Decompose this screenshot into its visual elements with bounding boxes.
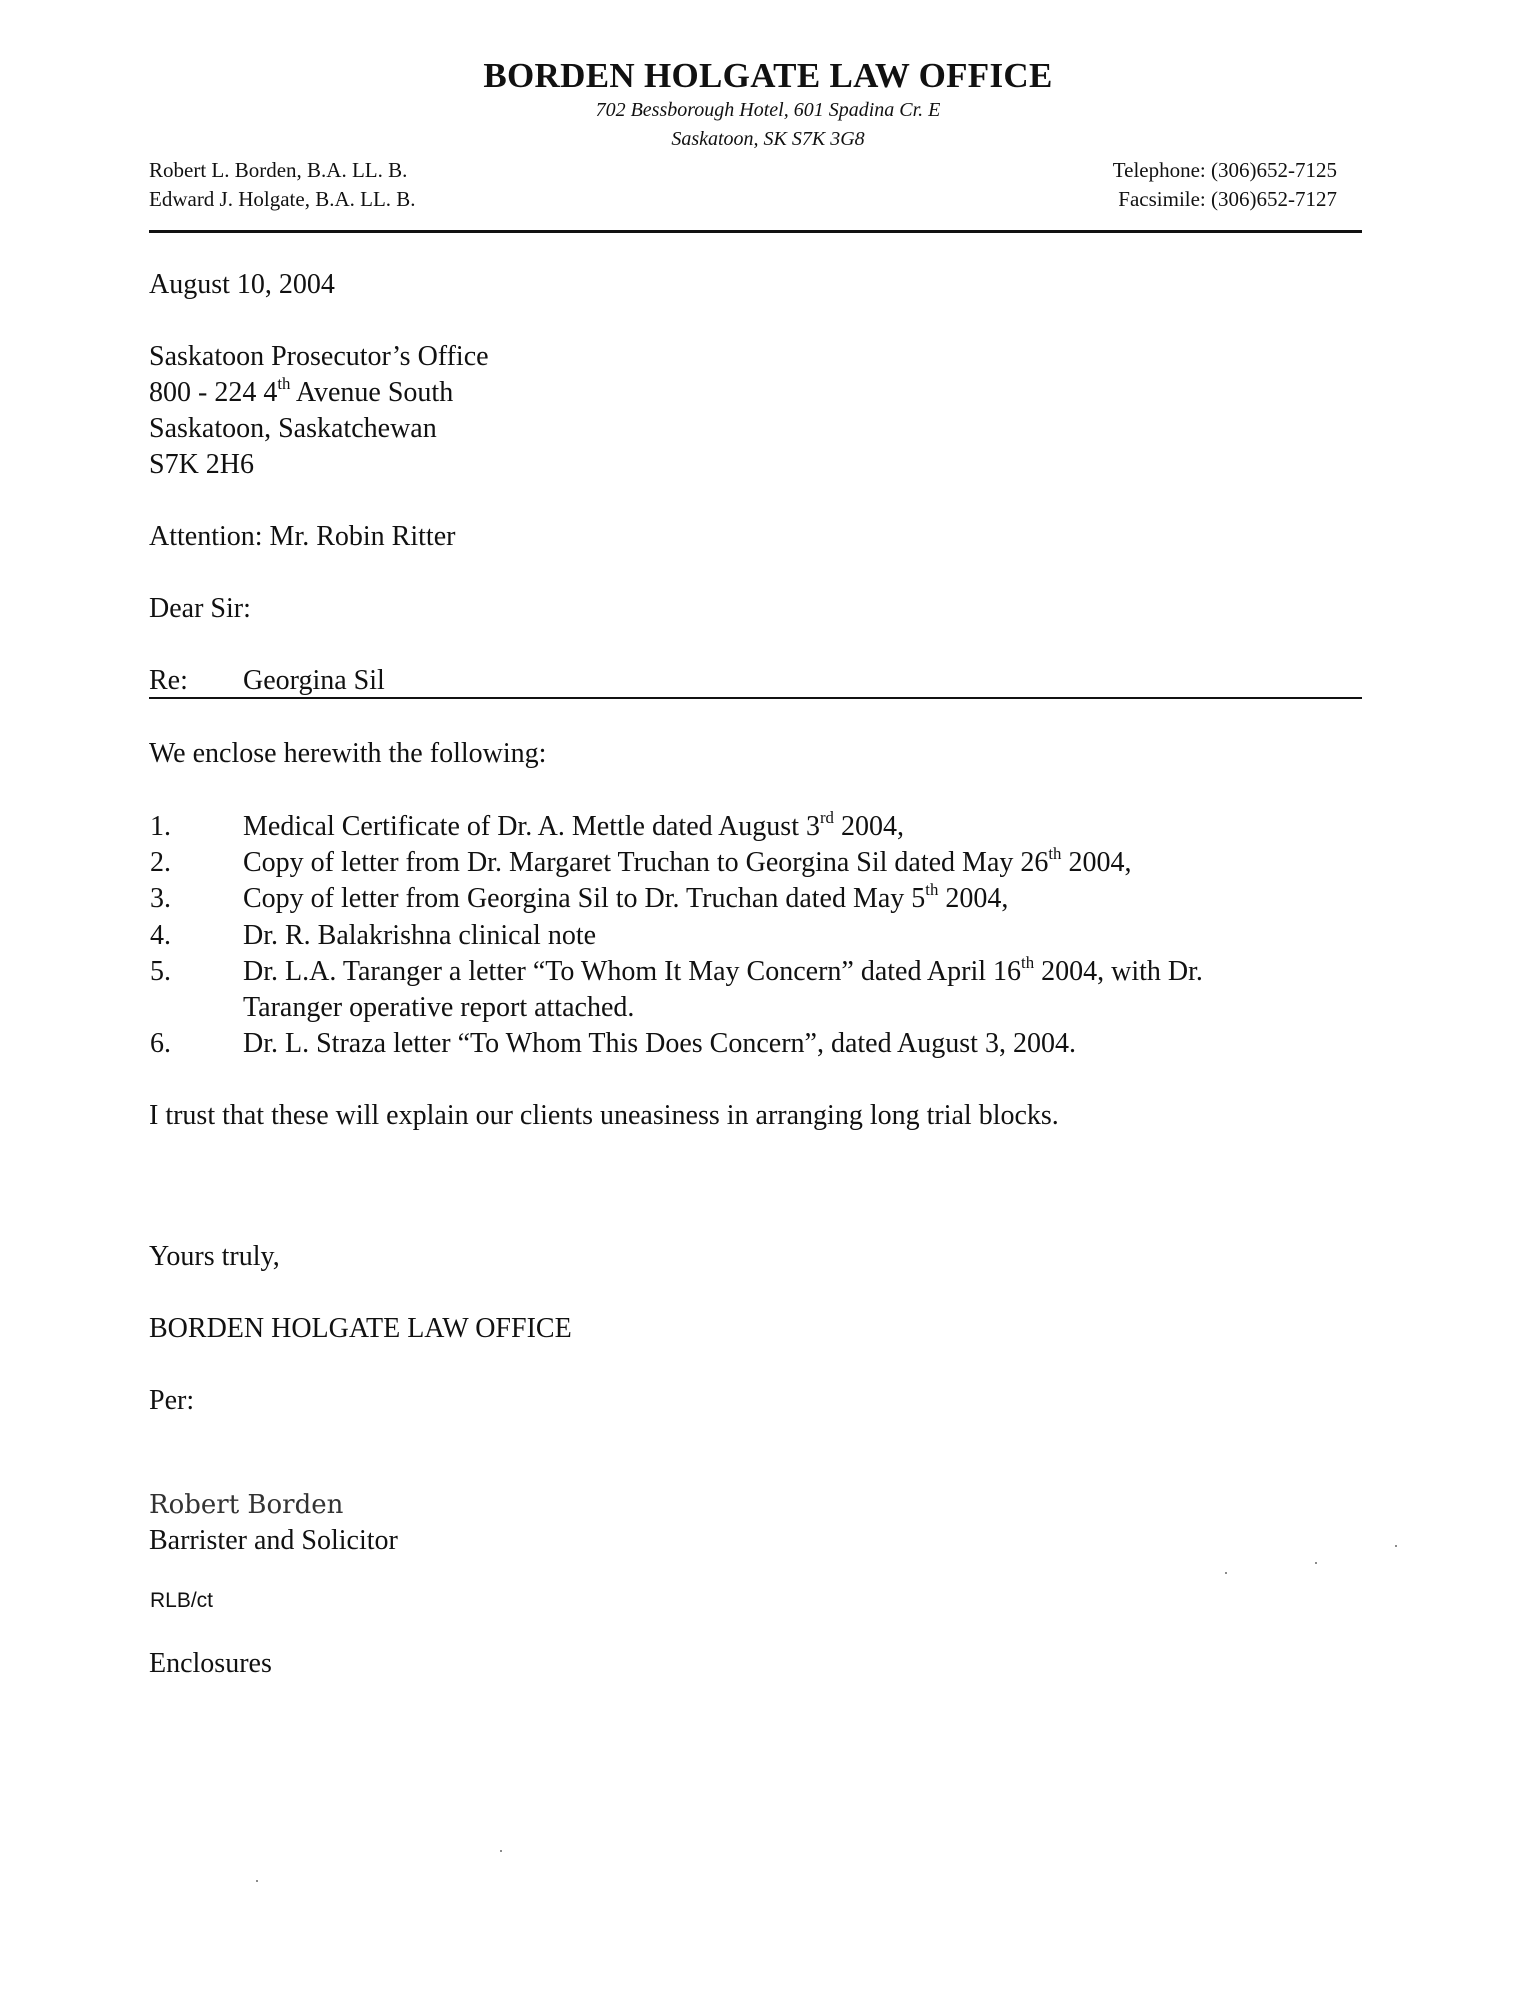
per-label: Per:: [149, 1385, 195, 1416]
intro-paragraph: We enclose herewith the following:: [149, 738, 547, 769]
list-number: 1.: [150, 811, 171, 842]
re-underline: [149, 697, 1362, 699]
list-number: 2.: [150, 847, 171, 878]
letterhead-divider: [149, 230, 1362, 233]
list-number: 3.: [150, 883, 171, 914]
telephone: Telephone: (306)652-7125: [1112, 158, 1337, 182]
partner-2: Edward J. Holgate, B.A. LL. B.: [149, 187, 416, 211]
list-item: Dr. L.A. Taranger a letter “To Whom It May Concern” dated April 16th 2004, with Dr.: [243, 952, 1203, 987]
reference-initials: RLB/ct: [150, 1589, 214, 1612]
list-item: Dr. R. Balakrishna clinical note: [243, 920, 597, 951]
recipient-line-1: Saskatoon Prosecutor’s Office: [149, 341, 489, 372]
address-line-1: 702 Bessborough Hotel, 601 Spadina Cr. E: [595, 99, 941, 121]
partner-1: Robert L. Borden, B.A. LL. B.: [149, 158, 408, 182]
list-item: Dr. L. Straza letter “To Whom This Does Concern”, dated August 3, 2004.: [243, 1028, 1076, 1059]
list-item-continuation: Taranger operative report attached.: [243, 992, 635, 1023]
re-label: Re:: [149, 665, 188, 696]
closing-paragraph: I trust that these will explain our clients uneasiness in arranging long trial blocks.: [149, 1100, 1059, 1131]
facsimile: Facsimile: (306)652-7127: [1118, 187, 1337, 211]
re-subject: Georgina Sil: [243, 665, 385, 696]
complimentary-close: Yours truly,: [149, 1241, 280, 1272]
scan-speck: [500, 1850, 502, 1852]
attention-line: Attention: Mr. Robin Ritter: [149, 521, 456, 552]
list-item: Copy of letter from Dr. Margaret Truchan to Georgina Sil dated May 26th 2004,: [243, 843, 1132, 878]
scan-speck: [1315, 1562, 1317, 1564]
recipient-line-2: 800 - 224 4th Avenue South: [149, 373, 454, 408]
recipient-line-3: Saskatoon, Saskatchewan: [149, 413, 437, 444]
letter-date: August 10, 2004: [149, 269, 335, 300]
list-number: 5.: [150, 956, 171, 987]
signer-name: Robert Borden: [149, 1490, 344, 1520]
enclosures-label: Enclosures: [149, 1648, 272, 1679]
list-number: 6.: [150, 1028, 171, 1059]
list-item: Copy of letter from Georgina Sil to Dr. Truchan dated May 5th 2004,: [243, 879, 1009, 914]
recipient-postal-code: S7K 2H6: [149, 449, 255, 480]
firm-name-heading: BORDEN HOLGATE LAW OFFICE: [483, 56, 1053, 95]
address-line-2: Saskatoon, SK S7K 3G8: [671, 128, 865, 150]
salutation: Dear Sir:: [149, 593, 251, 624]
scan-speck: [1395, 1545, 1397, 1547]
scan-speck: [1225, 1572, 1227, 1574]
list-item: Medical Certificate of Dr. A. Mettle dated August 3rd 2004,: [243, 807, 904, 842]
signer-title: Barrister and Solicitor: [149, 1525, 398, 1556]
list-number: 4.: [150, 920, 171, 951]
signature-firm: BORDEN HOLGATE LAW OFFICE: [149, 1313, 572, 1344]
scan-speck: [256, 1880, 258, 1882]
